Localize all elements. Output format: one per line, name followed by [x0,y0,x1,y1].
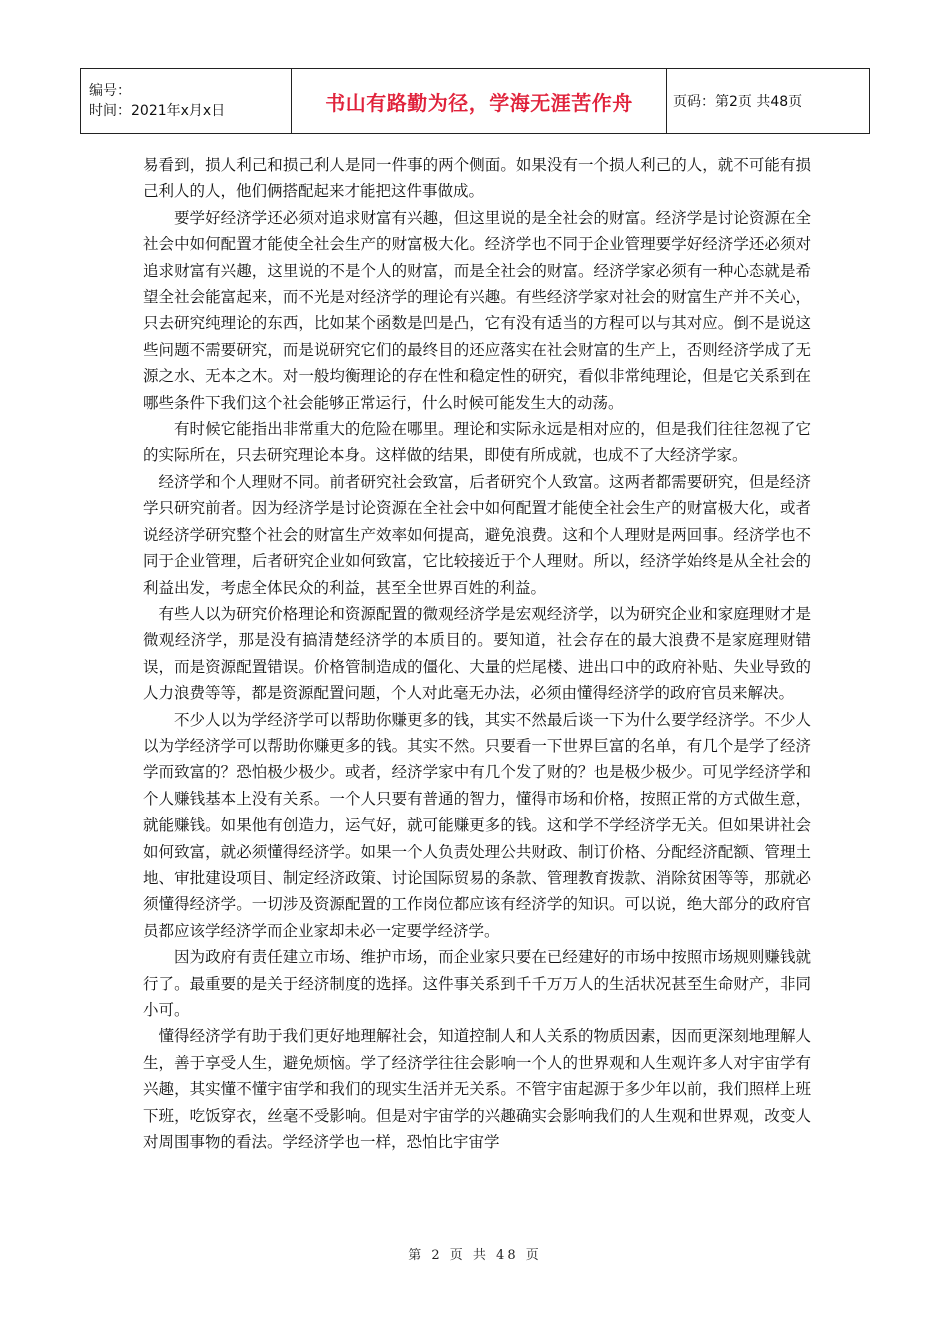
page-header [80,68,870,134]
paragraph: 经济学和个人理财不同。前者研究社会致富，后者研究个人致富。这两者都需要研究，但是经济学只研究前者。因为经济学是讨论资源在全社会中如何配置才能使全社会生产的财富极大化，或者说经济学研究整个社会的财富生产效率如何提高，避免浪费。这和个人理财是两回事。经济学也不同于企业管理，后者研究企业如何致富，它比较接近于个人理财。所以，经济学始终是从全社会的利益出发，考虑全体民众的利益，甚至全世界百姓的利益。 [143,472,811,597]
paragraph: 因为政府有责任建立市场、维护市场，而企业家只要在已经建好的市场中按照市场规则赚钱就行了。最重要的是关于经济制度的选择。这件事关系到千千万万人的生活状况甚至生命财产，非同小可。 [143,948,811,1019]
paragraph: 要学好经济学还必须对追求财富有兴趣，但这里说的是全社会的财富。经济学是讨论资源在全社会中如何配置才能使全社会生产的财富极大化。经济学也不同于企业管理要学好经济学还必须对追求财富有兴趣，这里说的不是个人的财富，而是全社会的财富。经济学家必须有一种心态就是希望全社会能富起来，而不光是对经济学的理论有兴趣。有些经济学家对社会的财富生产并不关心，只去研究纯理论的东西，比如某个函数是凹是凸，它有没有适当的方程可以与其对应。倒不是说这些问题不需要研究，而是说研究它们的最终目的还应落实在社会财富的生产上，否则经济学成了无源之水、无本之木。对一般均衡理论的存在性和稳定性的研究，看似非常纯理论，但是它关系到在哪些条件下我们这个社会能够正常运行，什么时候可能发生大的动荡。 [143,208,811,412]
document-number-label: 编号： [89,83,131,99]
paragraph: 有时候它能指出非常重大的危险在哪里。理论和实际永远是相对应的，但是我们往往忽视了它的实际所在，只去研究理论本身。这样做的结果，即使有所成就，也成不了大经济学家。 [143,420,811,465]
header-meta-cell [81,69,292,134]
paragraph: 不少人以为学经济学可以帮助你赚更多的钱，其实不然最后谈一下为什么要学经济学。不少人以为学经济学可以帮助你赚更多的钱。其实不然。只要看一下世界巨富的名单，有几个是学了经济学而致富的？恐怕极少极少。或者，经济学家中有几个发了财的？也是极少极少。可见学经济学和个人赚钱基本上没有关系。一个人只要有普通的智力，懂得市场和价格，按照正常的方式做生意，就能赚钱。如果他有创造力，运气好，就可能赚更多的钱。这和学不学经济学无关。但如果讲社会如何致富，就必须懂得经济学。如果一个人负责处理公共财政、制订价格、分配经济配额、管理土地、审批建设项目、制定经济政策、讨论国际贸易的条款、管理教育拨款、消除贫困等等，那就必须懂得经济学。一切涉及资源配置的工作岗位都应该有经济学的知识。可以说，绝大部分的政府官员都应该学经济学而企业家却未必一定要学经济学。 [143,710,811,940]
page-footer: 第 2 页 共 48 页 [408,1248,542,1263]
paragraph: 懂得经济学有助于我们更好地理解社会，知道控制人和人关系的物质因素，因而更深刻地理解人生，善于享受人生，避免烦恼。学了经济学往往会影响一个人的世界观和人生观许多人对宇宙学有兴趣，其实懂不懂宇宙学和我们的现实生活并无关系。不管宇宙起源于多少年以前，我们照样上班下班，吃饭穿衣，丝毫不受影响。但是对宇宙学的兴趣确实会影响我们的人生观和世界观，改变人对周围事物的看法。学经济学也一样，恐怕比宇宙学 [143,1027,811,1152]
paragraph: 易看到，损人利己和损己利人是同一件事的两个侧面。如果没有一个损人利己的人，就不可能有损己利人的人，他们俩搭配起来才能把这件事做成。 [143,156,811,201]
header-motto: 书山有路勤为径，学海无涯苦作舟 [292,69,667,134]
paragraph: 有些人以为研究价格理论和资源配置的微观经济学是宏观经济学，以为研究企业和家庭理财才是微观经济学，那是没有搞清楚经济学的本质目的。要知道，社会存在的最大浪费不是家庭理财错误，而是资源配置错误。价格管制造成的僵化、大量的烂尾楼、进出口中的政府补贴、失业导致的人力浪费等等，都是资源配置问题，个人对此毫无办法，必须由懂得经济学的政府官员来解决。 [143,604,811,703]
document-body [143,152,811,1155]
document-date: 时间：2021年x月x日 [89,103,226,119]
header-page-info: 页码：第2页 共48页 [667,69,870,134]
